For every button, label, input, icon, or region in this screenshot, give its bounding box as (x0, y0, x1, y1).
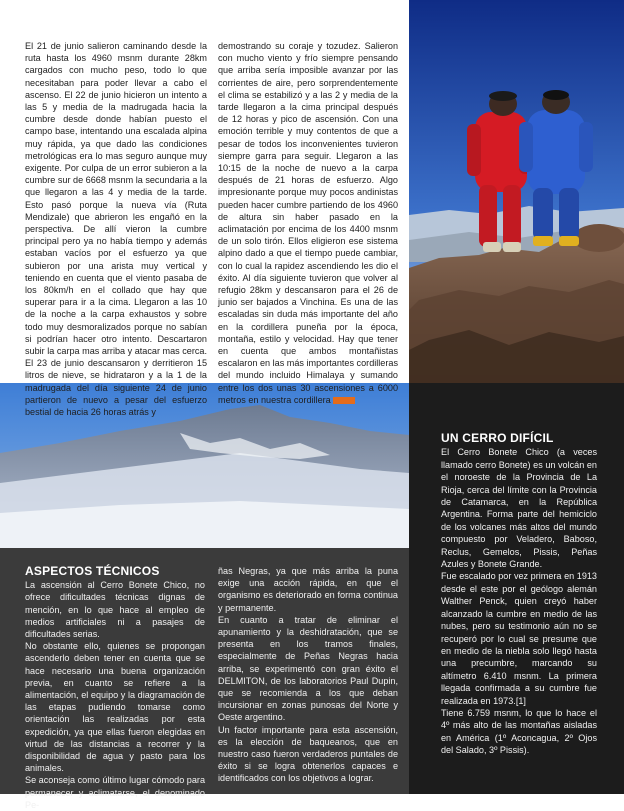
cerro-paragraph: El Cerro Bonete Chico (a veces llamado cerro Bonete) es un volcán en el noroeste de la Provincia de La Rioja, cerca del límite con la Provincia de Catamarca, en la República Argentina. Forma parte del hemiciclo de los volcanes más altos del mundo compuesto por Veladero, Baboso, Reclus, Gemelos, Pissis, Peñas Azules y Bonete Grande. (441, 447, 597, 570)
cerro-heading: UN CERRO DIFÍCIL (441, 431, 554, 445)
article-paragraph: El 21 de junio salieron caminando desde la ruta hasta los 4960 msnm durante 28km cargados con mucho peso, todo lo que necesitaban para poder llevar a cabo el ascenso. El 22 de junio hicieron un intento a las 5 y media de la madrugada hacia la cumbre desde donde habían puesto el campo base, intentando una escalada alpina muy rápida, ya que dado las condiciones metrológicas era lo mas seguro aunque muy exigente. Por culpa de un error subieron a la cumbre sur de 6668 msnm la secundaria a la que llegaron a las 4 y media de la tarde. Esto pasó porque la nueva vía (Ruta Mendizale) que abrieron les engañó en la perspectiva. De allí vieron la cumbre principal pero ya no había tiempo y además estaban vacíos por el esfuerzo ya que subieron por una arista muy vertical y teniendo en cuenta que el viento pasaba de los 80km/h en el collado que hay que superar para ir a la cima. Llegaron a las 10 de la noche a la carpa exhaustos y sobre todo muy desmoralizados porque no sabían si podrían hacer otro intento. Descartaron subir la carpa mas arriba y atacar mas cerca. El 23 de junio descansaron y derritieron 15 litros de nieve, se hidrataron y a la 1 de la madrugada del día siguiente 24 de junio partieron de nuevo a pesar del esfuerzo bestial de hacia 26 horas atrás y (25, 41, 207, 418)
aspectos-paragraph: Un factor importante para esta ascensión, es la elección de baqueanos, que en nuestro caso fueron verdaderos puntales de éxito si se logra obtenerlos capaces e identificados con los objetivos a lograr. (218, 724, 398, 784)
aspectos-heading: ASPECTOS TÉCNICOS (25, 564, 160, 578)
aspectos-column-1 (25, 565, 205, 811)
aspectos-paragraph: En cuanto a tratar de eliminar el apunamiento y la deshidratación, que se presenta en los tramos finales, especialmente de Peñas Negras hacia arriba, se experimentó con gran éxito el DELMITON, de los laboratorios Paul Dupin, que se recomienda a los que deban incursionar en zonas punosas del Norte y Oeste argentino. (218, 614, 398, 723)
aspectos-paragraph: No obstante ello, quienes se propongan ascenderlo deben tener en cuenta que se hace necesario una buena organización previa, en cuanto se refiere a la alimentación, el equipo y la diagramación de las etapas pudiendo tomarse como orientación las realizadas por esta expedición, ya que ellas fueron elegidas en virtud de las distancias a recorrer y la disponibilidad de agua y pasto para los animales. (25, 641, 205, 774)
article-column-1 (25, 40, 207, 418)
article-paragraph (218, 40, 398, 406)
cerro-paragraph: Fue escalado por vez primera en 1913 desde el este por el geólogo alemán Walther Penck, quien creyó haber alcanzado la cumbre en medio de las nubes, pero su testimonio aún no se recuperó por lo cual se presume que en medio de la niebla solo llegó hasta una precumbre, marcando su altímetro 6.410 msnm. La primera llegada confirmada a su cumbre fue realizada en 1973.[1] (441, 571, 597, 706)
article-text: demostrando su coraje y tozudez. Salieron con mucho viento y frío siempre pensando que arriba sería imposible avanzar por las corrientes de aire, pero sorprendentemente el clima se estabilizó y a las 2 y media de la tarde llegaron a la cima principal después de 12 horas y pico de ascensión. Con una emoción terrible y muy contentos de que a pesar de todos los inconvenientes tuvieron siempre garra para seguir. Llegaron a las 10:15 de la noche de nuevo a la carpa después de 21 horas de esfuerzo. Algo impresionante porque muy pocos andinistas pueden hacer cumbre partiendo de los 4960 de altura sin haber pasado en la aclimatación por encima de los 4400 msnm de un solo tirón. Ellos eligieron ese sistema alpino dado a que el tiempo puede cambiar, con lo cual la rapidez ascendiendo les dio el éxito. Al día siguiente tuvieron que volver al refugio 28km y descansaron para el 26 de junio ser bajados a Vinchina. Es una de las escaladas sin duda más importante del año en la cordillera puneña por la época, montaña, estilo y velocidad. Hay que tener en cuenta que ambos montañistas escalaron en las más importantes cordilleras del mundo incluido Himalaya y sumando entre los dos unas 30 ascensiones a 6000 metros en nuestra cordillera (218, 41, 398, 405)
aspectos-paragraph: La ascensión al Cerro Bonete Chico, no ofrece dificultades técnicas dignas de mención, en lo que hace al empleo de medios artificiales ni a pasajes de dificultades serias. (25, 580, 205, 640)
aspectos-column-2 (218, 565, 398, 785)
summit-photo (409, 0, 624, 383)
aspectos-paragraph: ñas Negras, ya que más arriba la puna exige una acción rápida, en que el organismo es deteriorado en forma continua y permanente. (218, 566, 398, 613)
cerro-paragraph: Tiene 6.759 msnm, lo que lo hace el 4º más alto de las montañas aisladas en América (1º Aconcagua, 2º Ojos del Salado, 3º Pissis). (441, 707, 597, 756)
cerro-column (441, 432, 597, 757)
aspectos-paragraph: Se aconseja como último lugar cómodo para permanecer y aclimatarse, el denominado Pe- (25, 775, 205, 810)
end-of-article-mark (333, 397, 355, 404)
article-column-2 (218, 40, 398, 406)
